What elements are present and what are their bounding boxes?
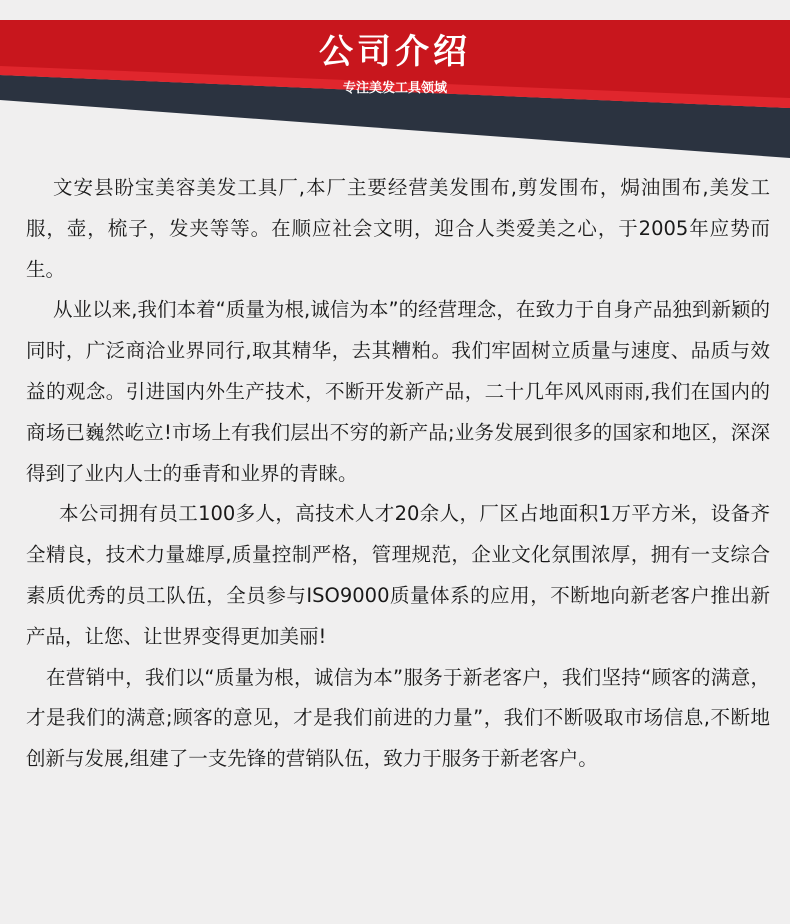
intro-paragraph: 文安县盼宝美容美发工具厂,本厂主要经营美发围布,剪发围布，焗油围布,美发工服，壶，梳子，发夹等等。在顺应社会文明，迎合人类爱美之心，于2005年应势而生。 <box>26 176 770 281</box>
intro-paragraph: 本公司拥有员工100多人，高技术人才20余人，厂区占地面积1万平方米，设备齐全精良，技术力量雄厚,质量控制严格，管理规范，企业文化氛围浓厚，拥有一支综合素质优秀的员工队伍，全员参与ISO9000质量体系的应用，不断地向新老客户推出新产品，让您、让世界变得更加美丽! <box>26 502 770 648</box>
intro-paragraph: 从业以来,我们本着“质量为根,诚信为本”的经营理念，在致力于自身产品独到新颖的同时，广泛商洽业界同行,取其精华，去其糟粕。我们牢固树立质量与速度、品质与效益的观念。引进国内外生产技术，不断开发新产品，二十几年风风雨雨,我们在国内的商场已巍然屹立!市场上有我们层出不穷的新产品;业务发展到很多的国家和地区，深深得到了业内人士的垂青和业界的青睐。 <box>26 298 770 485</box>
header-banner <box>0 0 790 170</box>
page-title: 公司介绍 <box>319 32 471 72</box>
intro-paragraph: 在营销中，我们以“质量为根，诚信为本”服务于新老客户，我们坚持“顾客的满意，才是我们的满意;顾客的意见，才是我们前进的力量”，我们不断吸取市场信息,不断地创新与发展,组建了一支先锋的营销队伍，致力于服务于新老客户。 <box>26 665 770 771</box>
page-subtitle: 专注美发工具领域 <box>342 81 447 96</box>
company-intro-body <box>26 168 770 780</box>
